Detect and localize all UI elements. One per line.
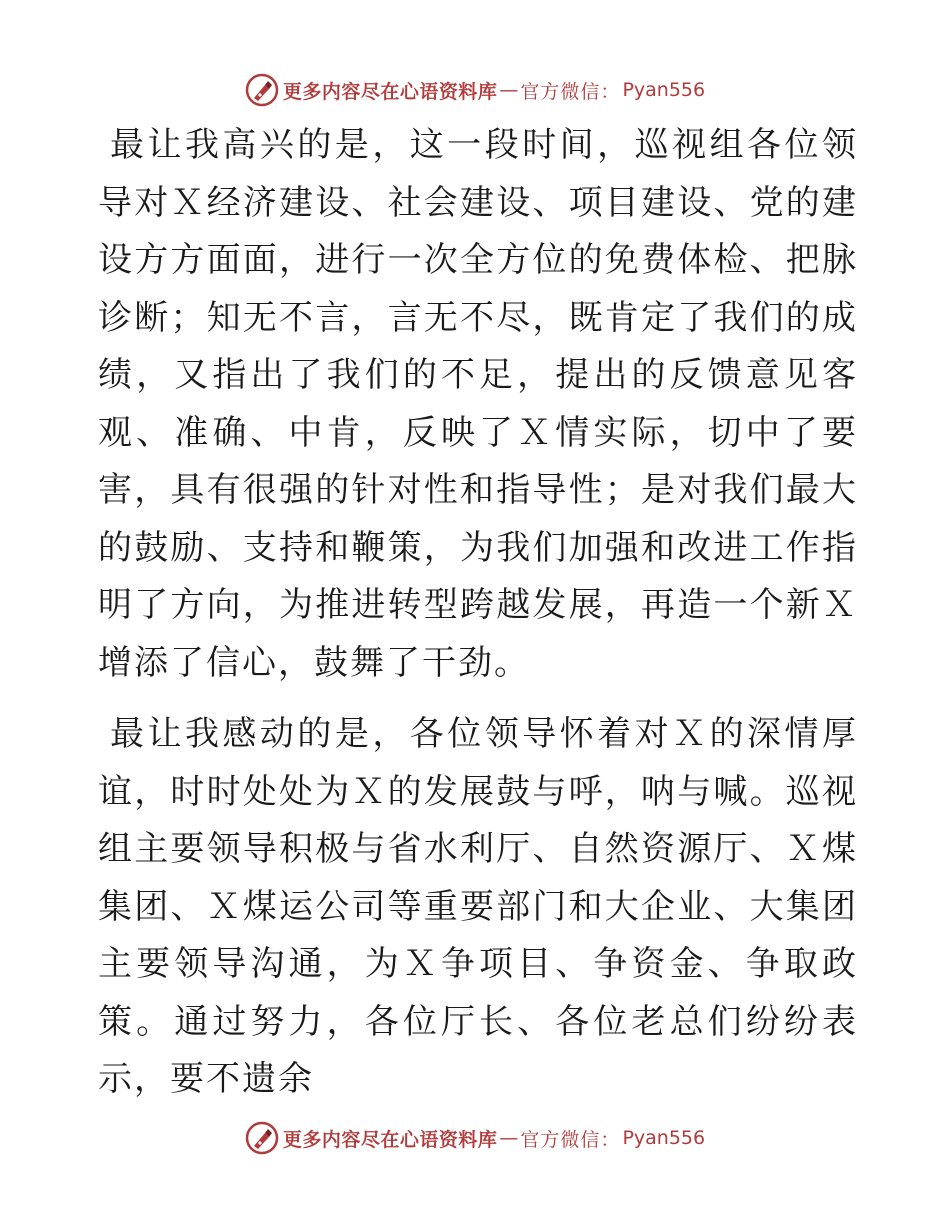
footer-subtitle: 官方微信：: [520, 1128, 621, 1151]
footer-banner: [0, 1118, 950, 1158]
paragraph-2: 最让我感动的是，各位领导怀着对Ｘ的深情厚谊，时时处处为Ｘ的发展鼓与呼，呐与喊。巡视组主要领导积极与省水利厅、自然资源厅、Ｘ煤集团、Ｘ煤运公司等重要部门和大企业、大集团主要领导沟通，为Ｘ争项目、争资金、争取政策。通过努力，各位厅长、各位老总们纷纷表示，要不遗余: [98, 714, 858, 1099]
wechat-id: Pyan556: [622, 79, 706, 101]
pen-nib-logo-icon: [245, 1121, 279, 1155]
pen-nib-logo-icon: [245, 73, 279, 107]
paragraph-1: 最让我高兴的是，这一段时间，巡视组各位领导对Ｘ经济建设、社会建设、项目建设、党的建设方方面面，进行一次全方位的免费体检、把脉诊断；知无不言，言无不尽，既肯定了我们的成绩，又指出了我们的不足，提出的反馈意见客观、准确、中肯，反映了Ｘ情实际，切中了要害，具有很强的针对性和指导性；是对我们最大的鼓励、支持和鞭策，为我们加强和改进工作指明了方向，为推进转型跨越发展，再造一个新Ｘ增添了信心，鼓舞了干劲。: [98, 125, 858, 683]
header-banner: [0, 70, 950, 110]
footer-dash: —: [499, 1127, 519, 1149]
document-body: [98, 117, 858, 1123]
banner-dash: —: [499, 79, 519, 101]
footer-wechat-id: Pyan556: [622, 1127, 706, 1149]
footer-title: 更多内容尽在心语资料库: [282, 1128, 498, 1151]
banner-title: 更多内容尽在心语资料库: [282, 80, 498, 103]
banner-subtitle: 官方微信：: [520, 80, 621, 103]
